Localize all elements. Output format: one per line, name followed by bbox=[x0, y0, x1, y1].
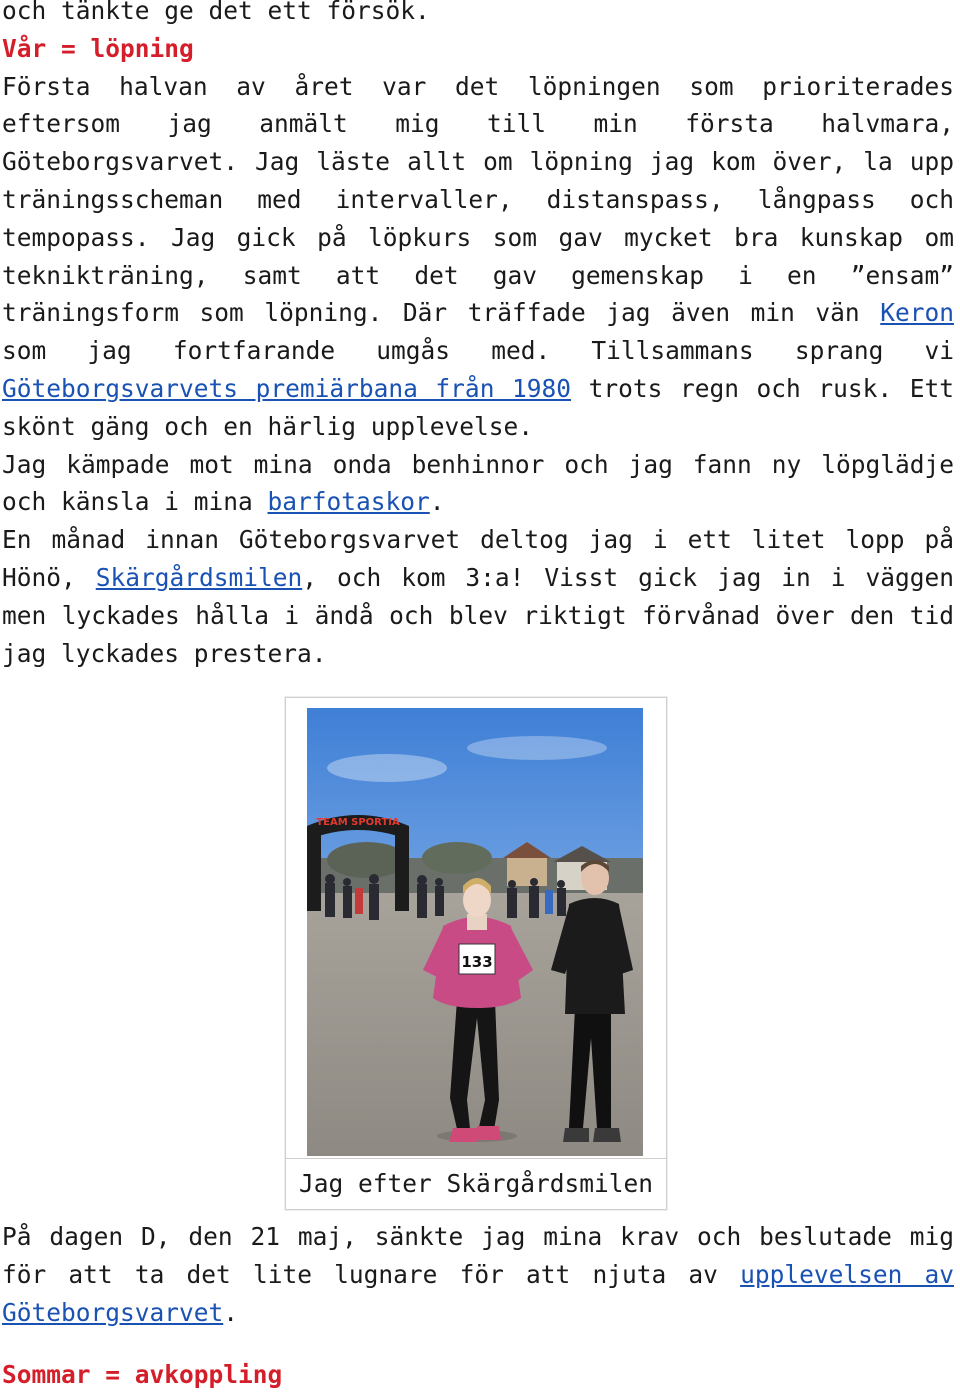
article-continued bbox=[0, 1218, 958, 1393]
paragraph-barefoot bbox=[2, 446, 954, 522]
photo-caption: Jag efter Skärgårdsmilen bbox=[286, 1158, 666, 1209]
paragraph-text: . bbox=[429, 487, 445, 517]
paragraph-text: På dagen D, den 21 maj, sänkte jag mina krav och beslutade mig för att ta det lite lugnare för att njuta av bbox=[2, 1222, 954, 1290]
photo-figure bbox=[285, 697, 667, 1210]
link-keron[interactable]: Keron bbox=[880, 298, 954, 328]
bib-number: 133 bbox=[461, 953, 493, 972]
paragraph-running bbox=[2, 68, 954, 446]
intro-text: och tänkte ge det ett försök. bbox=[2, 0, 430, 25]
paragraph-text: . bbox=[223, 1297, 239, 1327]
paragraph-text: , och kom 3:a! Visst gick jag in i väggen men lyckades hålla i ändå och blev riktigt förvånad över den tid jag lyckades prestera. bbox=[2, 562, 954, 668]
section-heading-spring: Vår = löpning bbox=[2, 33, 194, 63]
link-barfotaskor[interactable]: barfotaskor bbox=[267, 487, 430, 517]
article bbox=[0, 0, 958, 672]
paragraph-text: trots regn och rusk. Ett skönt gäng och en härlig upplevelse. bbox=[2, 373, 954, 441]
link-premiarbana[interactable]: Göteborgsvarvets premiärbana från 1980 bbox=[2, 373, 572, 403]
paragraph-race-day bbox=[2, 1218, 954, 1331]
paragraph-skargardsmilen bbox=[2, 521, 954, 672]
paragraph-text: Första halvan av året var det löpningen som prioriterades eftersom jag anmält mig till min första halvmara, Göteborgsvarvet. Jag läste allt om löpning jag kom över, la upp träningsscheman med intervaller, distanspass, långpass och tempopass. Jag gick på löpkurs som gav mycket bra kunskap om teknikträning, samt att det gav gemenskap i en ”ensam” träningsform som löpning. Där träffade jag även min vän bbox=[2, 71, 954, 328]
figure-container bbox=[0, 697, 960, 1210]
paragraph-text: En månad innan Göteborgsvarvet deltog jag i ett litet lopp på Hönö, bbox=[2, 525, 954, 592]
link-upplevelsen[interactable]: upplevelsen av Göteborgsvarvet bbox=[2, 1260, 954, 1327]
link-skargardsmilen[interactable]: Skärgårdsmilen bbox=[95, 562, 303, 592]
paragraph-text: som jag fortfarande umgås med. Tillsammans sprang vi bbox=[2, 336, 954, 366]
photo-frame bbox=[286, 698, 666, 1158]
section-heading-summer: Sommar = avkoppling bbox=[2, 1359, 283, 1389]
race-photo bbox=[307, 708, 643, 1156]
paragraph-text: Jag kämpade mot mina onda benhinnor och jag fann ny löpglädje och känsla i mina bbox=[2, 449, 954, 517]
arch-banner-text: TEAM SPORTIA bbox=[316, 817, 400, 829]
